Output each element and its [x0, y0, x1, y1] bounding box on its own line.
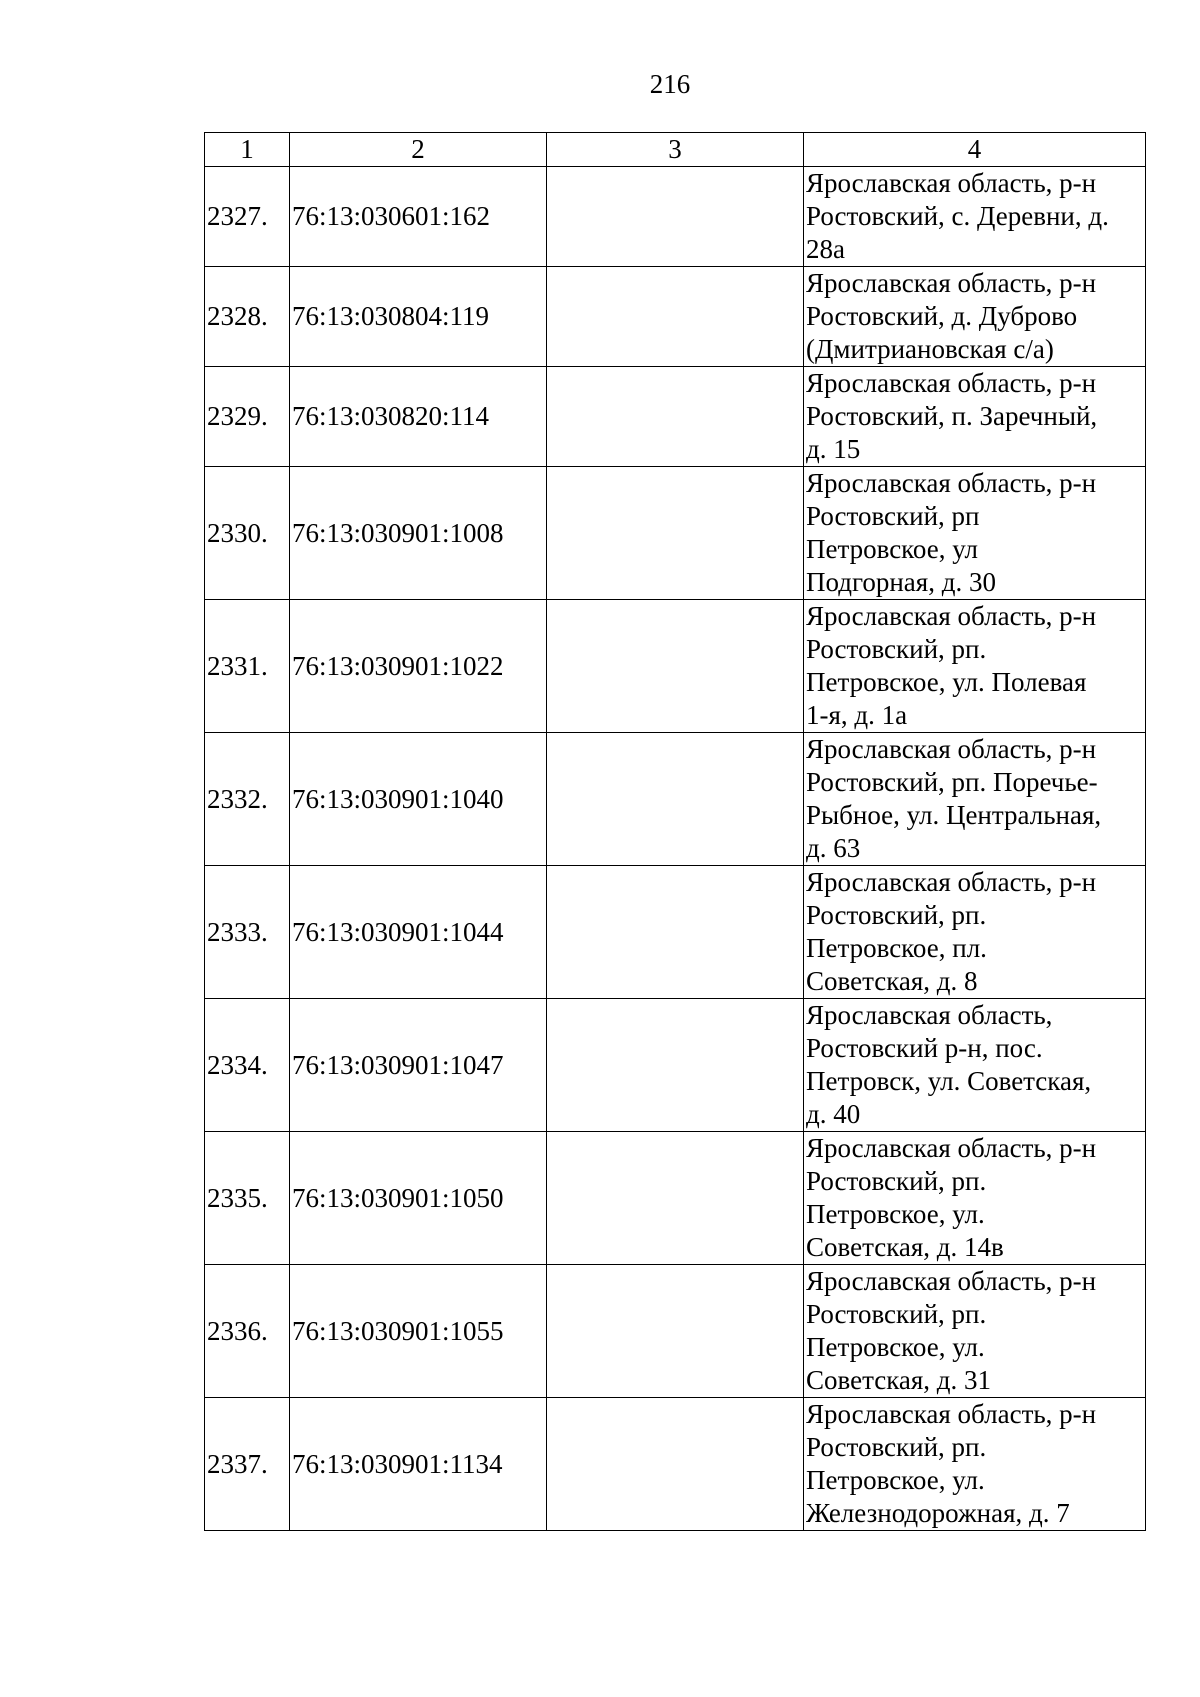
address-cell: Ярославская область, р-н Ростовский, д. Дуброво (Дмитриановская с/а): [804, 267, 1146, 367]
column-3-cell: [547, 1132, 804, 1265]
column-3-cell: [547, 600, 804, 733]
column-3-cell: [547, 267, 804, 367]
address-cell: Ярославская область, р-н Ростовский, рп Петровское, ул Подгорная, д. 30: [804, 467, 1146, 600]
row-number: 2332.: [205, 733, 290, 866]
column-3-cell: [547, 999, 804, 1132]
table-row: [205, 866, 1146, 999]
table-row: [205, 467, 1146, 600]
header-col-4: 4: [804, 133, 1146, 167]
address-cell: Ярославская область, р-н Ростовский, рп. Петровское, пл. Советская, д. 8: [804, 866, 1146, 999]
column-3-cell: [547, 367, 804, 467]
address-cell: Ярославская область, р-н Ростовский, рп. Петровское, ул. Железнодорожная, д. 7: [804, 1398, 1146, 1531]
row-number: 2331.: [205, 600, 290, 733]
table-row: [205, 1132, 1146, 1265]
address-cell: Ярославская область, р-н Ростовский, рп. Петровское, ул. Полевая 1-я, д. 1а: [804, 600, 1146, 733]
table-body: [205, 167, 1146, 1531]
cadastral-number: 76:13:030820:114: [290, 367, 547, 467]
cadastral-number: 76:13:030901:1055: [290, 1265, 547, 1398]
header-col-3: 3: [547, 133, 804, 167]
column-3-cell: [547, 866, 804, 999]
cadastral-number: 76:13:030901:1022: [290, 600, 547, 733]
address-cell: Ярославская область, Ростовский р-н, пос. Петровск, ул. Советская, д. 40: [804, 999, 1146, 1132]
column-3-cell: [547, 733, 804, 866]
header-row: [205, 133, 1146, 167]
row-number: 2335.: [205, 1132, 290, 1265]
cadastral-number: 76:13:030901:1040: [290, 733, 547, 866]
cadastral-number: 76:13:030901:1008: [290, 467, 547, 600]
address-cell: Ярославская область, р-н Ростовский, рп. Петровское, ул. Советская, д. 14в: [804, 1132, 1146, 1265]
table-row: [205, 600, 1146, 733]
cadastral-number: 76:13:030901:1050: [290, 1132, 547, 1265]
table-row: [205, 267, 1146, 367]
row-number: 2327.: [205, 167, 290, 267]
header-col-1: 1: [205, 133, 290, 167]
address-cell: Ярославская область, р-н Ростовский, рп. Петровское, ул. Советская, д. 31: [804, 1265, 1146, 1398]
row-number: 2333.: [205, 866, 290, 999]
row-number: 2336.: [205, 1265, 290, 1398]
row-number: 2329.: [205, 367, 290, 467]
table-row: [205, 733, 1146, 866]
table-row: [205, 367, 1146, 467]
header-col-2: 2: [290, 133, 547, 167]
row-number: 2337.: [205, 1398, 290, 1531]
column-3-cell: [547, 1265, 804, 1398]
address-cell: Ярославская область, р-н Ростовский, рп. Поречье- Рыбное, ул. Центральная, д. 63: [804, 733, 1146, 866]
registry-table: [204, 132, 1146, 1531]
table-row: [205, 1398, 1146, 1531]
column-3-cell: [547, 167, 804, 267]
column-3-cell: [547, 467, 804, 600]
cadastral-number: 76:13:030601:162: [290, 167, 547, 267]
cadastral-number: 76:13:030901:1047: [290, 999, 547, 1132]
row-number: 2328.: [205, 267, 290, 367]
cadastral-number: 76:13:030901:1044: [290, 866, 547, 999]
row-number: 2334.: [205, 999, 290, 1132]
column-3-cell: [547, 1398, 804, 1531]
cadastral-number: 76:13:030804:119: [290, 267, 547, 367]
table-row: [205, 999, 1146, 1132]
row-number: 2330.: [205, 467, 290, 600]
address-cell: Ярославская область, р-н Ростовский, с. Деревни, д. 28а: [804, 167, 1146, 267]
cadastral-number: 76:13:030901:1134: [290, 1398, 547, 1531]
page-number: 216: [649, 69, 691, 99]
table-row: [205, 1265, 1146, 1398]
table-row: [205, 167, 1146, 267]
address-cell: Ярославская область, р-н Ростовский, п. Заречный, д. 15: [804, 367, 1146, 467]
